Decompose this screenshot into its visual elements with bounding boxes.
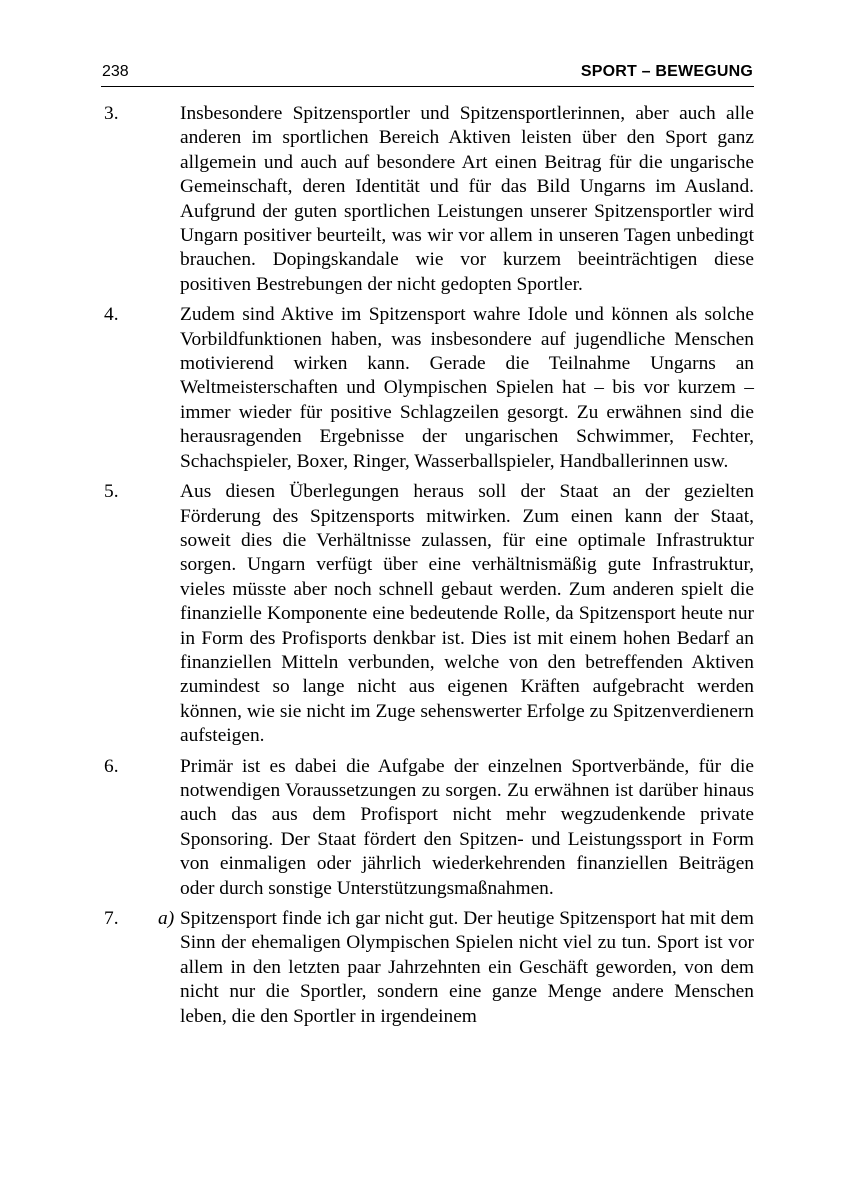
page-body <box>101 102 754 1035</box>
item-text: Insbesondere Spitzensportler und Spitzensportlerinnen, aber auch alle anderen im sportlichen Bereich Aktiven leisten über den Sport ganz allgemein und auch auf besondere Art einen Beitrag für die ungarische Gemeinschaft, deren Identität und für das Bild Ungarns im Ausland. Aufgrund der guten sportlichen Leistungen unserer Spitzensportler wird Ungarn positiver beurteilt, was wir vor allem in unseren Tagen unbedingt brauchen. Dopingskandale wie vor kurzem beeinträchtigen diese positiven Bestrebungen der nicht gedopten Sportler. <box>180 103 754 295</box>
list-item-5 <box>101 480 754 748</box>
page-header <box>101 60 754 87</box>
running-title: SPORT – BEWEGUNG <box>580 63 753 80</box>
item-number: 5. <box>104 481 119 503</box>
item-text: Zudem sind Aktive im Spitzensport wahre Idole und können als solche Vorbildfunktionen haben, was insbesondere auf jugendliche Menschen motivierend wirken kann. Gerade die Teilnahme Ungarns an Weltmeisterschaften und Olympischen Spielen hat – bis vor kurzem – immer wieder für positive Schlagzeilen gesorgt. Zu erwähnen sind die herausragenden Ergebnisse der ungarischen Schwimmer, Fechter, Schachspieler, Boxer, Ringer, Wasserballspieler, Handballerinnen usw. <box>180 304 754 472</box>
item-number: 4. <box>104 304 119 326</box>
sub-item-marker: a) <box>158 908 175 929</box>
list-item-7 <box>101 907 754 1029</box>
page-number: 238 <box>102 63 129 80</box>
list-item-4 <box>101 303 754 474</box>
item-text: Aus diesen Überlegungen heraus soll der Staat an der gezielten Förderung des Spitzensports mitwirken. Zum einen kann der Staat, soweit dies die Verhältnisse zulassen, für eine optimale Infrastruktur sorgen. Ungarn verfügt über eine verhältnismäßig gute Infrastruktur, vieles müsste aber noch schnell gebaut werden. Zum anderen spielt die finanzielle Komponente eine bedeutende Rolle, da Spitzensport heute nur in Form des Profisports denkbar ist. Dies ist mit einem hohen Bedarf an finanziellen Mitteln verbunden, welche von den betreffenden Aktiven zumindest so lange nicht aus eigenen Kräften aufgebracht werden können, wie sie nicht im Zuge sehenswerter Erfolge zu Spitzenverdienern aufsteigen. <box>180 481 754 747</box>
list-item-3 <box>101 102 754 297</box>
item-number: 7. <box>104 908 119 929</box>
item-number: 3. <box>104 103 119 124</box>
item-text: Primär ist es dabei die Aufgabe der einzelnen Sportverbände, für die notwendigen Voraussetzungen zu sorgen. Zu erwähnen ist darüber hinaus auch das aus dem Profisport nicht mehr wegzudenkende private Sponsoring. Der Staat fördert den Spitzen- und Leistungssport in Form von einmaligen oder jährlich wiederkehrenden finanziellen Beiträgen oder durch sonstige Unterstützungsmaßnahmen. <box>180 755 754 899</box>
item-text: Spitzensport finde ich gar nicht gut. Der heutige Spitzensport hat mit dem Sinn der ehemaligen Olympischen Spielen nicht viel zu tun. Sport ist vor allem in den letzten paar Jahrzehnten ein Geschäft geworden, von dem nicht nur die Sportler, sondern eine ganze Menge andere Menschen leben, die den Sportler in irgendeinem <box>180 908 754 1027</box>
list-item-6 <box>101 755 754 901</box>
item-number: 6. <box>104 755 119 777</box>
